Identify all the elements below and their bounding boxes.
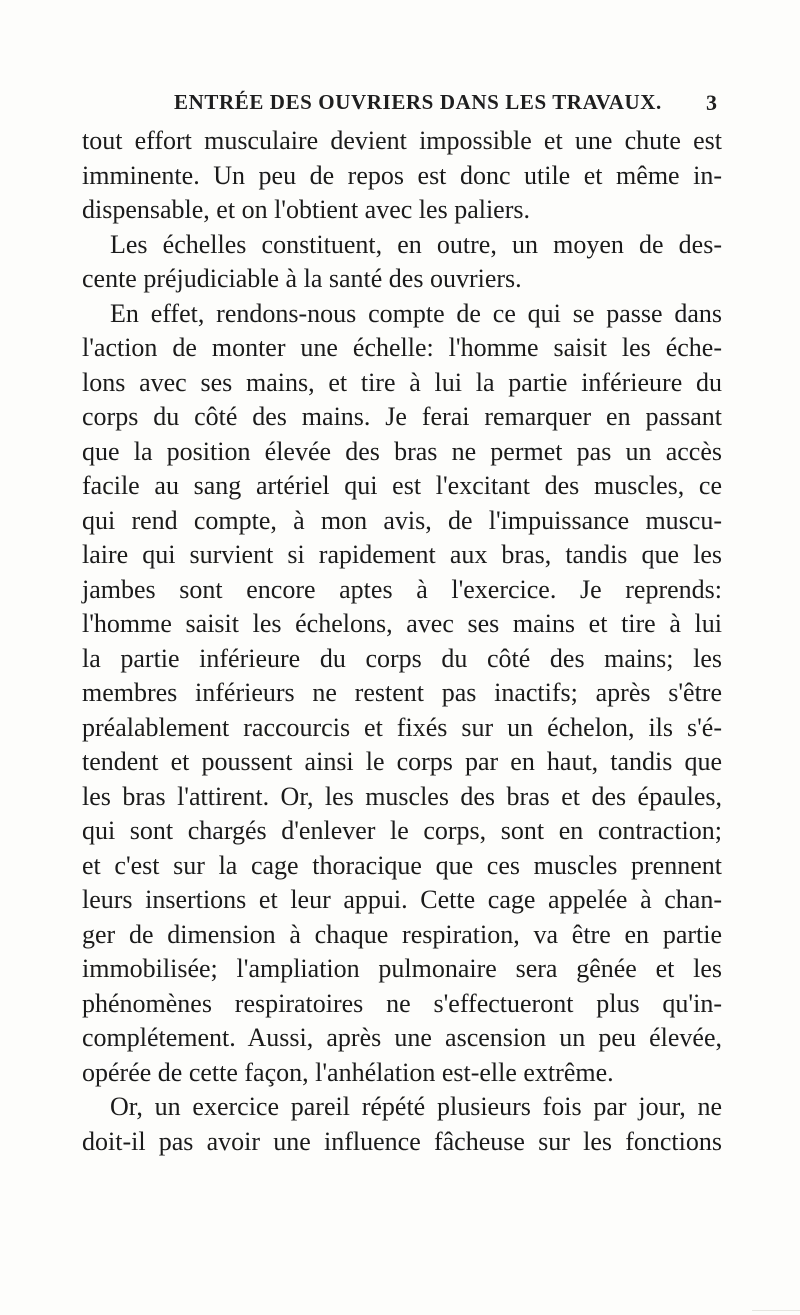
- text-line: dispensable, et on l'obtient avec les paliers.: [82, 195, 530, 224]
- text-line: immobilisée; l'ampliation pulmonaire sera gênée et les: [82, 954, 722, 983]
- page-edge-mark: [752, 1290, 800, 1311]
- text-line: membres inférieurs ne restent pas inactifs; après s'être: [82, 678, 722, 707]
- text-line: opérée de cette façon, l'anhélation est-elle extrême.: [82, 1057, 614, 1087]
- text-line: imminente. Un peu de repos est donc utile et même in-: [82, 160, 722, 190]
- text-line: qui rend compte, à mon avis, de l'impuissance muscu-: [82, 505, 722, 535]
- text-line: corps du côté des mains. Je ferai remarquer en passant: [82, 402, 722, 431]
- text-line: les bras l'attirent. Or, les muscles des bras et des épaules,: [82, 781, 722, 811]
- text-line: cente préjudiciable à la santé des ouvriers.: [82, 264, 522, 293]
- text-line: la partie inférieure du corps du côté des mains; les: [82, 643, 722, 673]
- text-line: qui sont chargés d'enlever le corps, sont en contraction;: [82, 816, 722, 845]
- text-line: En effet, rendons-nous compte de ce qui se passe dans: [110, 298, 722, 328]
- text-line: tendent et poussent ainsi le corps par en haut, tandis que: [82, 747, 722, 776]
- text-line: phénomènes respiratoires ne s'effectueront plus qu'in-: [82, 988, 722, 1018]
- text-line: Les échelles constituent, en outre, un moyen de des-: [110, 229, 722, 259]
- text-line: et c'est sur la cage thoracique que ces muscles prennent: [82, 850, 722, 880]
- text-line: tout effort musculaire devient impossible et une chute est: [82, 126, 722, 155]
- text-line: leurs insertions et leur appui. Cette cage appelée à chan-: [82, 885, 722, 914]
- text-line: doit-il pas avoir une influence fâcheuse sur les fonctions: [82, 1126, 722, 1156]
- running-title: ENTRÉE DES OUVRIERS DANS LES TRAVAUX.: [174, 90, 662, 114]
- text-line: ger de dimension à chaque respiration, va être en partie: [82, 919, 722, 949]
- page-number: 3: [706, 90, 717, 115]
- text-line: l'homme saisit les échelons, avec ses mains et tire à lui: [82, 609, 722, 638]
- text-line: Or, un exercice pareil répété plusieurs fois par jour, ne: [110, 1092, 722, 1121]
- text-line: laire qui survient si rapidement aux bras, tandis que les: [82, 540, 722, 569]
- running-head: [0, 90, 800, 120]
- text-line: préalablement raccourcis et fixés sur un échelon, ils s'é-: [82, 712, 722, 742]
- text-line: que la position élevée des bras ne permet pas un accès: [82, 436, 722, 466]
- text-line: complétement. Aussi, après une ascension un peu élevée,: [82, 1023, 722, 1052]
- text-line: facile au sang artériel qui est l'excitant des muscles, ce: [82, 471, 722, 500]
- text-line: jambes sont encore aptes à l'exercice. Je reprends:: [82, 574, 722, 604]
- text-line: lons avec ses mains, et tire à lui la partie inférieure du: [82, 367, 722, 397]
- body-text: [82, 124, 722, 1159]
- text-line: l'action de monter une échelle: l'homme saisit les éche-: [82, 333, 722, 362]
